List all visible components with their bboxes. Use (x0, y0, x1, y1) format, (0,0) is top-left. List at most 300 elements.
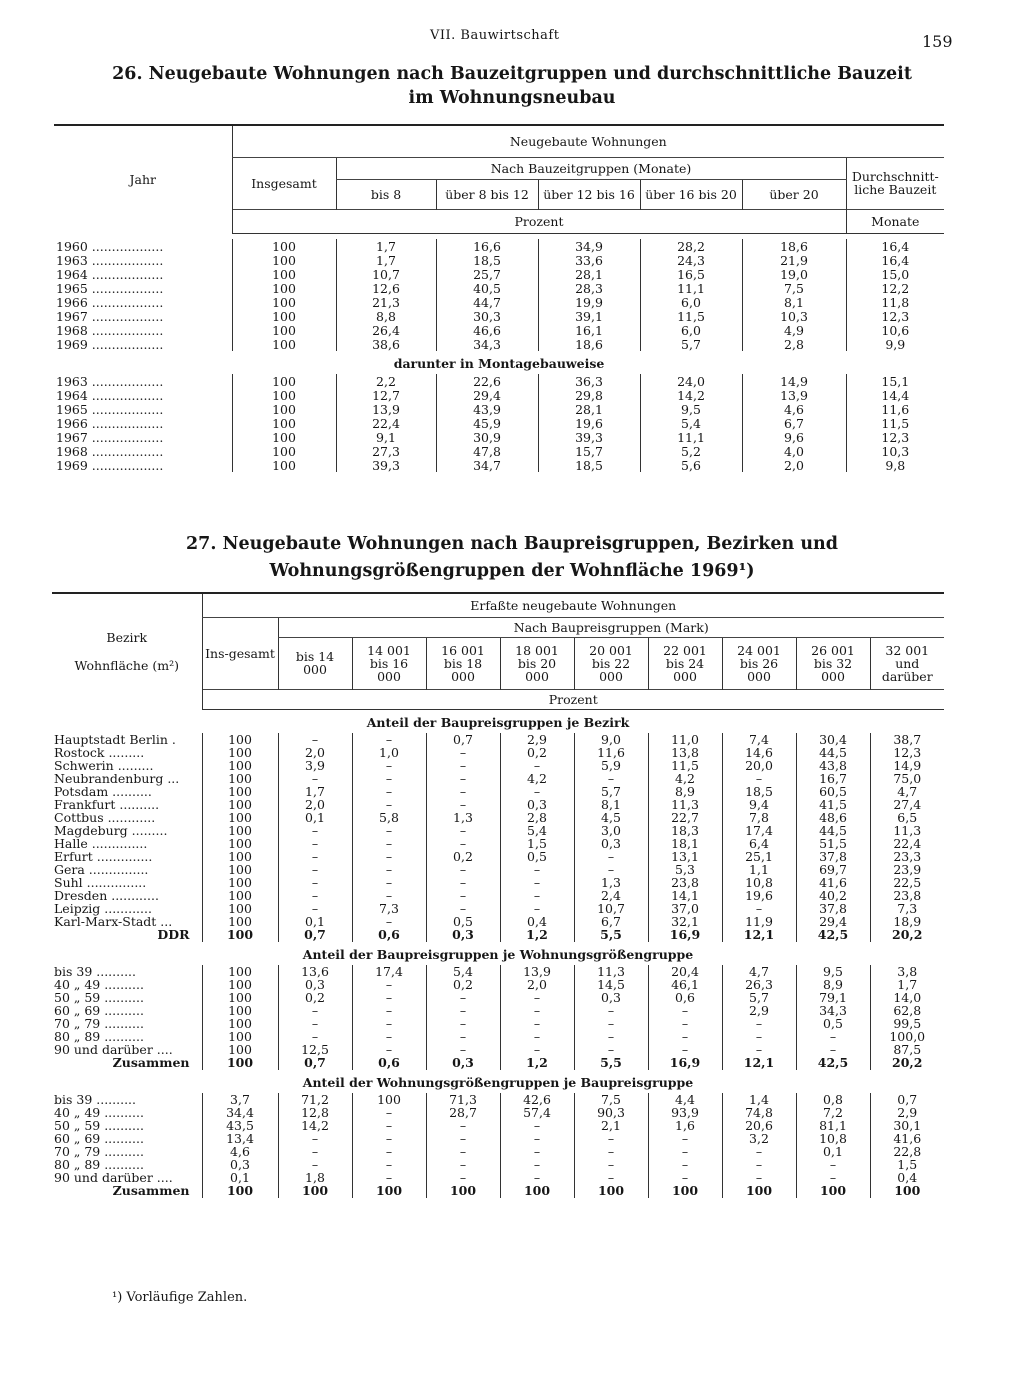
table-cell: 69,7 (796, 863, 870, 876)
table-cell: – (574, 1030, 648, 1043)
table-row (54, 374, 944, 388)
table-cell: 27,3 (336, 444, 436, 458)
table-cell: 10,3 (846, 444, 944, 458)
table-cell: – (352, 1119, 426, 1132)
table-cell: 23,3 (870, 850, 944, 863)
table-cell: – (352, 759, 426, 772)
table-row (52, 785, 944, 798)
table-cell: 22,5 (870, 876, 944, 889)
table-cell: – (426, 1030, 500, 1043)
table-cell: 75,0 (870, 772, 944, 785)
table-cell: – (426, 746, 500, 759)
table-cell: 100 (202, 1043, 278, 1056)
table-cell: 25,1 (722, 850, 796, 863)
col-header-bt-4: über 16 bis 20 (640, 179, 742, 209)
table-cell: – (426, 1132, 500, 1145)
table-cell: 0,3 (574, 837, 648, 850)
table-cell: 11,3 (574, 965, 648, 978)
table-cell: 1,7 (870, 978, 944, 991)
table-cell: 9,5 (640, 402, 742, 416)
table-cell: – (796, 1158, 870, 1171)
table-cell: 22,8 (870, 1145, 944, 1158)
table-cell: 100 (352, 1093, 426, 1106)
table-cell: – (426, 889, 500, 902)
table-cell: – (426, 1119, 500, 1132)
table-cell: 38,6 (336, 337, 436, 351)
table-cell: 10,6 (846, 323, 944, 337)
col-header-price-5: 20 001 bis 22 000 (574, 637, 648, 689)
table-27 (52, 592, 944, 1198)
table-row (52, 1017, 944, 1030)
table-cell: 0,2 (500, 746, 574, 759)
row-label: 1965 .................. (56, 401, 164, 417)
table-cell: 16,4 (846, 239, 944, 253)
table-cell: 2,0 (278, 798, 352, 811)
table-cell: 18,5 (436, 253, 538, 267)
table-cell: 100 (202, 863, 278, 876)
col-header-wohnflaeche: Wohnfläche (m²) (74, 657, 179, 673)
table-cell: – (426, 785, 500, 798)
table-cell: 0,3 (278, 978, 352, 991)
section-header: VII. Bauwirtschaft (430, 28, 560, 43)
col-header-price-7: 24 001 bis 26 000 (722, 637, 796, 689)
table-cell: 11,8 (846, 295, 944, 309)
col-header-by-group: Nach Bauzeitgruppen (Monate) (336, 157, 846, 179)
table-cell: 90,3 (574, 1106, 648, 1119)
table-cell: 5,8 (352, 811, 426, 824)
table-cell: 34,3 (796, 1004, 870, 1017)
subheading-montage-row (54, 351, 944, 374)
table-cell: – (722, 772, 796, 785)
table-row (52, 1106, 944, 1119)
table-cell: 2,0 (278, 746, 352, 759)
table-cell: 5,3 (648, 863, 722, 876)
table-cell: – (722, 1158, 796, 1171)
table-cell: 4,2 (648, 772, 722, 785)
col-header-price-6: 22 001 bis 24 000 (648, 637, 722, 689)
table-cell: 22,6 (436, 374, 538, 388)
row-label: 70 „ 79 .......... (54, 1015, 144, 1031)
table-cell: – (278, 837, 352, 850)
table-cell: 12,2 (846, 281, 944, 295)
table-cell: 4,7 (722, 965, 796, 978)
table-cell: 0,1 (796, 1145, 870, 1158)
col-header-group: Neugebaute Wohnungen (232, 125, 944, 157)
page-number: 159 (922, 32, 953, 51)
table-cell: – (278, 1158, 352, 1171)
table-cell: 19,0 (742, 267, 846, 281)
table-cell: 100 (202, 876, 278, 889)
table-cell: – (500, 1004, 574, 1017)
total-row (52, 1056, 944, 1070)
table-cell: – (278, 772, 352, 785)
table-cell: – (648, 1145, 722, 1158)
table-cell: 23,8 (870, 889, 944, 902)
table-cell: 100 (232, 253, 336, 267)
table-cell: 20,2 (870, 1056, 944, 1070)
table-cell: 5,4 (500, 824, 574, 837)
table-cell: 18,5 (722, 785, 796, 798)
table-row (52, 978, 944, 991)
table-cell: 100 (232, 281, 336, 295)
table-cell: 14,0 (870, 991, 944, 1004)
table-row (52, 1171, 944, 1184)
row-label: Frankfurt .......... (54, 796, 160, 812)
table-cell: 2,9 (722, 1004, 796, 1017)
table-cell: 100 (232, 267, 336, 281)
table-cell: 6,7 (742, 416, 846, 430)
table-cell: 0,2 (426, 978, 500, 991)
table-cell: 29,4 (436, 388, 538, 402)
row-label: Hauptstadt Berlin . (54, 731, 176, 747)
table-cell: 6,4 (722, 837, 796, 850)
col-header-group: Erfaßte neugebaute Wohnungen (202, 593, 944, 617)
table-cell: 36,3 (538, 374, 640, 388)
row-label: 1967 .................. (56, 308, 164, 324)
table-cell: 71,2 (278, 1093, 352, 1106)
unit-percent: Prozent (202, 689, 944, 709)
table-cell: – (648, 1004, 722, 1017)
table-cell: 13,4 (202, 1132, 278, 1145)
table-row (52, 824, 944, 837)
table-cell: – (722, 1171, 796, 1184)
table-cell: 100 (202, 965, 278, 978)
table-cell: 7,3 (352, 902, 426, 915)
table-row (52, 733, 944, 746)
table-cell: 28,1 (538, 402, 640, 416)
table-cell: 37,8 (796, 902, 870, 915)
table-row (52, 1158, 944, 1171)
unit-months: Monate (846, 209, 944, 233)
table-cell: 0,2 (278, 991, 352, 1004)
table-cell: 46,1 (648, 978, 722, 991)
table-cell: 5,7 (574, 785, 648, 798)
table-cell: 48,6 (796, 811, 870, 824)
row-label: 80 „ 89 .......... (54, 1028, 144, 1044)
table-cell: 99,5 (870, 1017, 944, 1030)
table-cell: – (426, 991, 500, 1004)
table-row (52, 798, 944, 811)
table-cell: – (648, 1132, 722, 1145)
table-cell: 1,2 (500, 1056, 574, 1070)
table-cell: – (352, 915, 426, 928)
table-cell: – (426, 1158, 500, 1171)
table-cell: – (574, 1043, 648, 1056)
table-cell: 34,4 (202, 1106, 278, 1119)
table-cell: – (278, 1030, 352, 1043)
table-cell: 11,1 (640, 430, 742, 444)
row-label: 1963 .................. (56, 252, 164, 268)
table-row (54, 444, 944, 458)
row-label: bis 39 .......... (54, 1091, 137, 1107)
unit-percent: Prozent (232, 209, 846, 233)
row-label: Dresden ............ (54, 887, 159, 903)
table-cell: – (426, 876, 500, 889)
table-cell: 11,3 (648, 798, 722, 811)
table-cell: – (278, 824, 352, 837)
col-header-bt-2: über 8 bis 12 (436, 179, 538, 209)
table-cell: 14,4 (846, 388, 944, 402)
table-cell: 7,4 (722, 733, 796, 746)
table-cell: 2,0 (500, 978, 574, 991)
table-cell: 19,9 (538, 295, 640, 309)
table-cell: 1,3 (426, 811, 500, 824)
row-label: Zusammen (112, 1183, 190, 1198)
table-cell: 57,4 (500, 1106, 574, 1119)
table-cell: 37,8 (796, 850, 870, 863)
table-cell: 100 (500, 1184, 574, 1198)
col-header-bezirk-block (52, 593, 202, 709)
table-cell: – (500, 1119, 574, 1132)
table-cell: 24,0 (640, 374, 742, 388)
table-cell: 9,5 (796, 965, 870, 978)
row-label: 70 „ 79 .......... (54, 1143, 144, 1159)
table-cell: – (426, 1145, 500, 1158)
col-header-bt-5: über 20 (742, 179, 846, 209)
col-header-bezirk: Bezirk (106, 629, 148, 645)
table-cell: 4,6 (202, 1145, 278, 1158)
table-cell: – (426, 1043, 500, 1056)
table-cell: 100 (232, 430, 336, 444)
table-cell: 7,5 (742, 281, 846, 295)
row-label: Neubrandenburg ... (54, 770, 180, 786)
row-label: 1966 .................. (56, 415, 164, 431)
table-row (52, 837, 944, 850)
table-cell: 5,4 (640, 416, 742, 430)
table-cell: – (500, 759, 574, 772)
table-cell: 15,0 (846, 267, 944, 281)
table-cell: 45,9 (436, 416, 538, 430)
table-cell: – (352, 863, 426, 876)
table-cell: 4,0 (742, 444, 846, 458)
table-cell: 0,1 (202, 1171, 278, 1184)
table-cell: – (352, 837, 426, 850)
table-cell: – (426, 824, 500, 837)
table-cell: 16,5 (640, 267, 742, 281)
row-label: 80 „ 89 .......... (54, 1156, 144, 1172)
table-cell: – (352, 889, 426, 902)
table-cell: 100 (232, 337, 336, 351)
row-label: Leipzig ............ (54, 900, 152, 916)
table-cell: 100 (870, 1184, 944, 1198)
table-row (52, 965, 944, 978)
row-label: 1968 .................. (56, 443, 164, 459)
table-cell: 100 (202, 1056, 278, 1070)
table-cell: 30,4 (796, 733, 870, 746)
table-cell: – (352, 824, 426, 837)
col-header-total: Ins-gesamt (202, 617, 278, 689)
table-row (54, 458, 944, 472)
table-cell: – (722, 1145, 796, 1158)
table-cell: – (352, 785, 426, 798)
table-cell: 39,3 (336, 458, 436, 472)
table-cell: 16,7 (796, 772, 870, 785)
table-cell: 9,1 (336, 430, 436, 444)
table-cell: 62,8 (870, 1004, 944, 1017)
table-cell: 4,6 (742, 402, 846, 416)
table-cell: 34,7 (436, 458, 538, 472)
table-cell: – (352, 876, 426, 889)
table-cell: – (426, 863, 500, 876)
table-cell: 11,0 (648, 733, 722, 746)
table-cell: 17,4 (722, 824, 796, 837)
table-cell: 0,7 (426, 733, 500, 746)
table-cell: 20,0 (722, 759, 796, 772)
col-header-total: Insgesamt (232, 157, 336, 209)
table-cell: 1,6 (648, 1119, 722, 1132)
col-header-price-2: 14 001 bis 16 000 (352, 637, 426, 689)
table-cell: 14,5 (574, 978, 648, 991)
table-cell: 8,1 (742, 295, 846, 309)
table-cell: 11,5 (640, 309, 742, 323)
table-cell: 4,2 (500, 772, 574, 785)
table-cell: 4,7 (870, 785, 944, 798)
table-cell: 33,6 (538, 253, 640, 267)
table-cell: 100 (232, 416, 336, 430)
table-cell: – (352, 1030, 426, 1043)
table-cell: 9,0 (574, 733, 648, 746)
table-cell: 100 (202, 889, 278, 902)
table-cell: – (648, 1158, 722, 1171)
table-cell: 100 (232, 295, 336, 309)
row-label: 1967 .................. (56, 429, 164, 445)
table-cell: – (796, 1030, 870, 1043)
row-label: Zusammen (112, 1055, 190, 1070)
table-cell: 100 (202, 798, 278, 811)
table-cell: 100 (232, 309, 336, 323)
table-cell: – (648, 1171, 722, 1184)
table-cell: 0,4 (870, 1171, 944, 1184)
table-row (52, 876, 944, 889)
table-cell: 100 (202, 1030, 278, 1043)
table-cell: 6,0 (640, 295, 742, 309)
table26-title-line2: im Wohnungsneubau (408, 88, 616, 108)
table-cell: 26,3 (722, 978, 796, 991)
table-cell: 28,2 (640, 239, 742, 253)
col-header-year: Jahr (54, 125, 232, 233)
table-cell: 18,3 (648, 824, 722, 837)
table-cell: 10,7 (574, 902, 648, 915)
table-cell: 60,5 (796, 785, 870, 798)
table-cell: 42,5 (796, 1056, 870, 1070)
total-row (52, 1184, 944, 1198)
table-cell: 100 (232, 323, 336, 337)
table-cell: 74,8 (722, 1106, 796, 1119)
table-cell: 2,4 (574, 889, 648, 902)
table-cell: 16,6 (436, 239, 538, 253)
table-cell: 16,1 (538, 323, 640, 337)
table-cell: – (426, 759, 500, 772)
row-label: Gera ............... (54, 861, 149, 877)
col-header-bt-1: bis 8 (336, 179, 436, 209)
row-label: 1966 .................. (56, 294, 164, 310)
col-header-price-8: 26 001 bis 32 000 (796, 637, 870, 689)
table-cell: 81,1 (796, 1119, 870, 1132)
table-cell: 28,1 (538, 267, 640, 281)
table-cell: 100 (352, 1184, 426, 1198)
table-cell: 19,6 (722, 889, 796, 902)
row-label: Halle .............. (54, 835, 148, 851)
table-cell: 100 (202, 915, 278, 928)
row-label: DDR (157, 927, 190, 942)
row-label: 1964 .................. (56, 387, 164, 403)
table-cell: 5,2 (640, 444, 742, 458)
table-cell: – (500, 889, 574, 902)
table-cell: 1,3 (574, 876, 648, 889)
row-label: 1960 .................. (56, 238, 164, 254)
table-cell: 2,9 (500, 733, 574, 746)
table-cell: 100 (202, 733, 278, 746)
table-cell: 43,5 (202, 1119, 278, 1132)
table-row (52, 991, 944, 1004)
table-cell: – (426, 798, 500, 811)
table-row (52, 1043, 944, 1056)
row-label: 60 „ 69 .......... (54, 1002, 144, 1018)
table-cell: 47,8 (436, 444, 538, 458)
row-label: 1969 .................. (56, 336, 164, 352)
table-cell: 0,2 (426, 850, 500, 863)
table-cell: 1,7 (336, 239, 436, 253)
table27-title-line2: Wohnungsgrößengruppen der Wohnfläche 1969¹) (269, 561, 755, 581)
table-cell: 11,5 (648, 759, 722, 772)
table-cell: – (352, 991, 426, 1004)
table-cell: 0,3 (574, 991, 648, 1004)
row-label: 90 und darüber .... (54, 1169, 173, 1185)
table-row (52, 863, 944, 876)
table-cell: 13,9 (336, 402, 436, 416)
table-cell: 32,1 (648, 915, 722, 928)
table-cell: 18,6 (538, 337, 640, 351)
row-label: 1968 .................. (56, 322, 164, 338)
table-cell: 7,3 (870, 902, 944, 915)
table-cell: 14,9 (742, 374, 846, 388)
table-cell: 2,8 (500, 811, 574, 824)
table-cell: 8,1 (574, 798, 648, 811)
table-cell: 42,5 (796, 928, 870, 942)
subheading-montage: darunter in Montagebauweise (393, 356, 605, 371)
table-cell: 44,7 (436, 295, 538, 309)
table-cell: 23,8 (648, 876, 722, 889)
table-cell: 100 (232, 458, 336, 472)
table-cell: 3,0 (574, 824, 648, 837)
table-cell: – (500, 1158, 574, 1171)
table-cell: 0,3 (202, 1158, 278, 1171)
table-cell: 100 (426, 1184, 500, 1198)
table-cell: 10,7 (336, 267, 436, 281)
table-cell: 1,4 (722, 1093, 796, 1106)
table-row (54, 430, 944, 444)
table-cell: – (352, 1145, 426, 1158)
section-heading-bezirk-row (52, 709, 944, 733)
table-cell: – (500, 1017, 574, 1030)
row-label: Rostock ......... (54, 744, 145, 760)
table-cell: 12,6 (336, 281, 436, 295)
table-cell: 1,5 (500, 837, 574, 850)
table-cell: 12,3 (846, 309, 944, 323)
table-cell: – (574, 850, 648, 863)
row-label: 40 „ 49 .......... (54, 1104, 144, 1120)
table-cell: 42,6 (500, 1093, 574, 1106)
table-cell: 41,6 (870, 1132, 944, 1145)
table-cell: 12,3 (846, 430, 944, 444)
table-cell: 51,5 (796, 837, 870, 850)
table-cell: – (722, 1017, 796, 1030)
table-cell: – (722, 1043, 796, 1056)
table-cell: 0,7 (278, 928, 352, 942)
table-cell: 13,8 (648, 746, 722, 759)
table-cell: – (352, 1132, 426, 1145)
table-cell: 100,0 (870, 1030, 944, 1043)
